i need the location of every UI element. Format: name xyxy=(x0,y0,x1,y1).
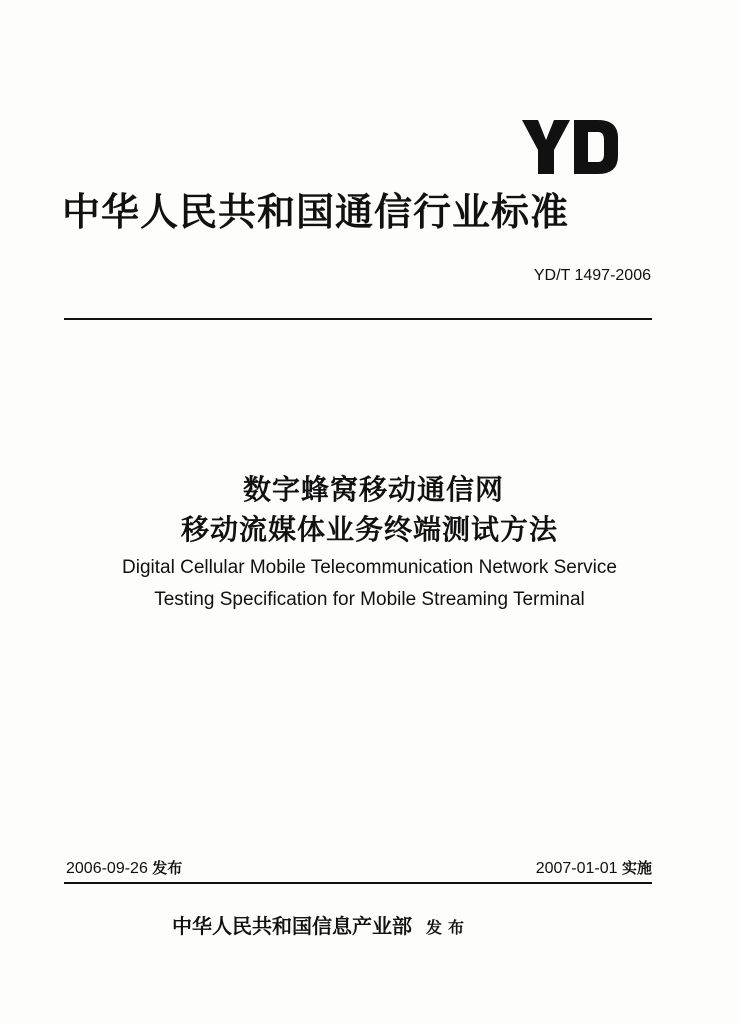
date-row xyxy=(66,857,652,881)
implement-date-value: 2007-01-01 xyxy=(535,860,618,877)
yd-logo xyxy=(522,118,618,176)
standard-category-title: 中华人民共和国通信行业标准 xyxy=(62,190,570,234)
implement-date-label: 实施 xyxy=(621,859,652,877)
implement-date xyxy=(536,857,652,880)
document-title-block xyxy=(0,470,739,616)
issue-date xyxy=(66,857,182,880)
issue-date-value: 2006-09-26 xyxy=(66,860,148,877)
title-en-line2: Testing Specification for Mobile Streaming Terminal xyxy=(154,589,585,610)
top-divider xyxy=(64,318,652,320)
title-en-line1: Digital Cellular Mobile Telecommunication Network Service xyxy=(122,557,617,578)
issuer-publish-label: 发布 xyxy=(426,918,471,937)
bottom-divider xyxy=(64,882,652,884)
standard-number: YD/T 1497-2006 xyxy=(533,267,651,284)
title-cn-line2: 移动流媒体业务终端测试方法 xyxy=(180,513,558,546)
title-cn-line1: 数字蜂窝移动通信网 xyxy=(242,473,504,506)
issue-date-label: 发布 xyxy=(152,859,183,877)
issuer-name: 中华人民共和国信息产业部 xyxy=(172,914,412,938)
issuer xyxy=(172,912,470,942)
